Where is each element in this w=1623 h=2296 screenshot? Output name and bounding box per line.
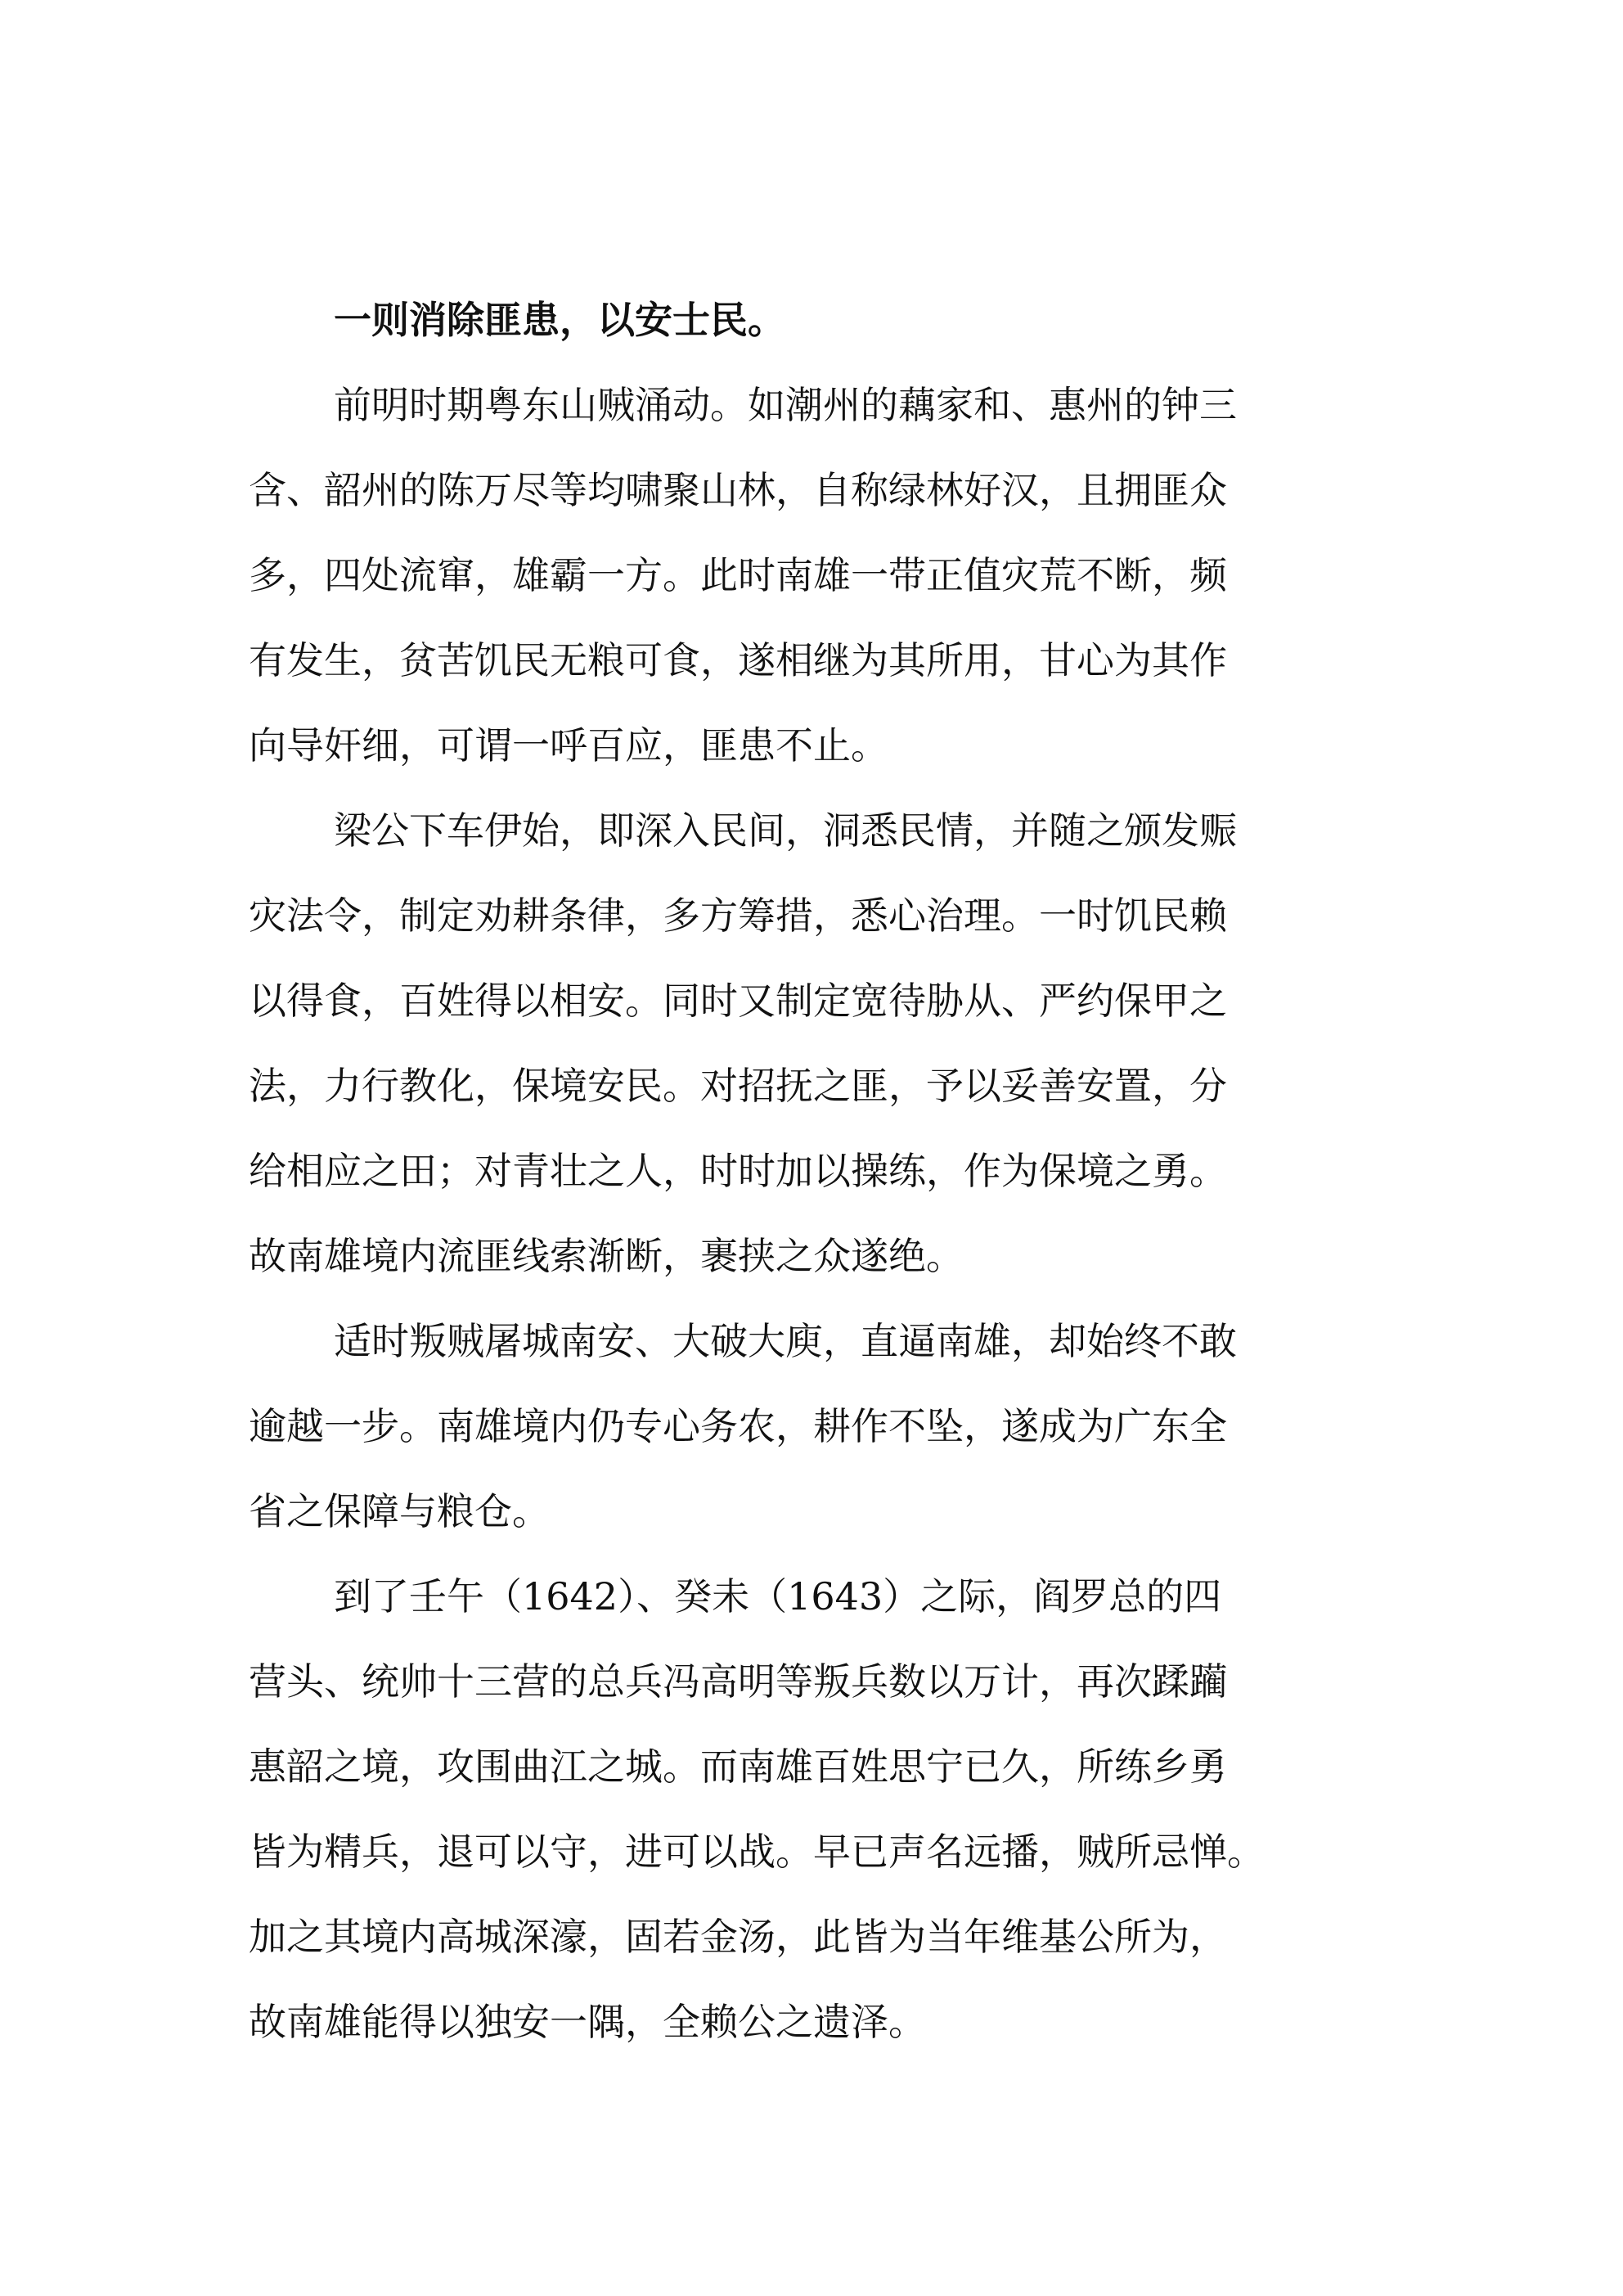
text-line: 梁公下车伊始，即深入民间，洞悉民情，并随之颁发赈 [334,808,1237,853]
text-line: 到了壬午（1642）、癸未（1643）之际，阎罗总的四 [334,1574,1222,1618]
text-line: 有发生，贫苦饥民无粮可食，遂相继为其所用，甘心为其作 [249,638,1227,682]
text-line: 含、韶州的陈万尽等均啸聚山林，自称绿林好汉，且拥匪众 [249,468,1227,512]
text-line: 法，力行教化，保境安民。对招抚之匪，予以妥善安置，分 [249,1064,1227,1108]
text-line: 加之其境内高城深濠，固若金汤，此皆为当年维基公所为， [249,1915,1227,1959]
document-body [249,277,1387,2064]
text-line: 多，四处流窜，雄霸一方。此时南雄一带正值灾荒不断，频 [249,553,1227,597]
text-line: 以得食，百姓得以相安。同时又制定宽待胁从、严约保甲之 [249,979,1227,1023]
paragraph-2 [249,788,1387,1299]
text-line: 故南雄境内流匪线索渐断，裹挟之众遂绝。 [249,1234,964,1278]
text-line: 皆为精兵，退可以守，进可以战。早已声名远播，贼所忌惮。 [249,1830,1265,1874]
paragraph-1 [249,362,1387,788]
section-heading: 一则消除匪患，以安士民。 [334,298,785,342]
text-line: 省之保障与粮仓。 [249,1489,550,1533]
text-line: 惠韶之境，攻围曲江之城。而南雄百姓思宁已久，所练乡勇 [249,1745,1227,1789]
paragraph-4 [249,1554,1387,2064]
text-line: 故南雄能得以独安一隅，全赖公之遗泽。 [249,2000,926,2044]
text-line: 给相应之田；对青壮之人，时时加以操练，作为保境之勇。 [249,1149,1227,1193]
text-line: 营头、统帅十三营的总兵冯高明等叛兵数以万计，再次蹂躏 [249,1659,1227,1704]
text-line: 逾越一步。南雄境内仍专心务农，耕作不坠，遂成为广东全 [249,1404,1227,1448]
text-line: 前明时期粤东山贼涌动。如潮州的藕家和、惠州的钟三 [334,383,1237,427]
text-line: 向导奸细，可谓一呼百应，匪患不止。 [249,723,888,768]
paragraph-3 [249,1299,1387,1554]
text-line: 灾法令，制定劝耕条律，多方筹措，悉心治理。一时饥民赖 [249,894,1227,938]
text-line: 适时叛贼屠城南安、大破大庾，直逼南雄，却始终不敢 [334,1319,1237,1363]
